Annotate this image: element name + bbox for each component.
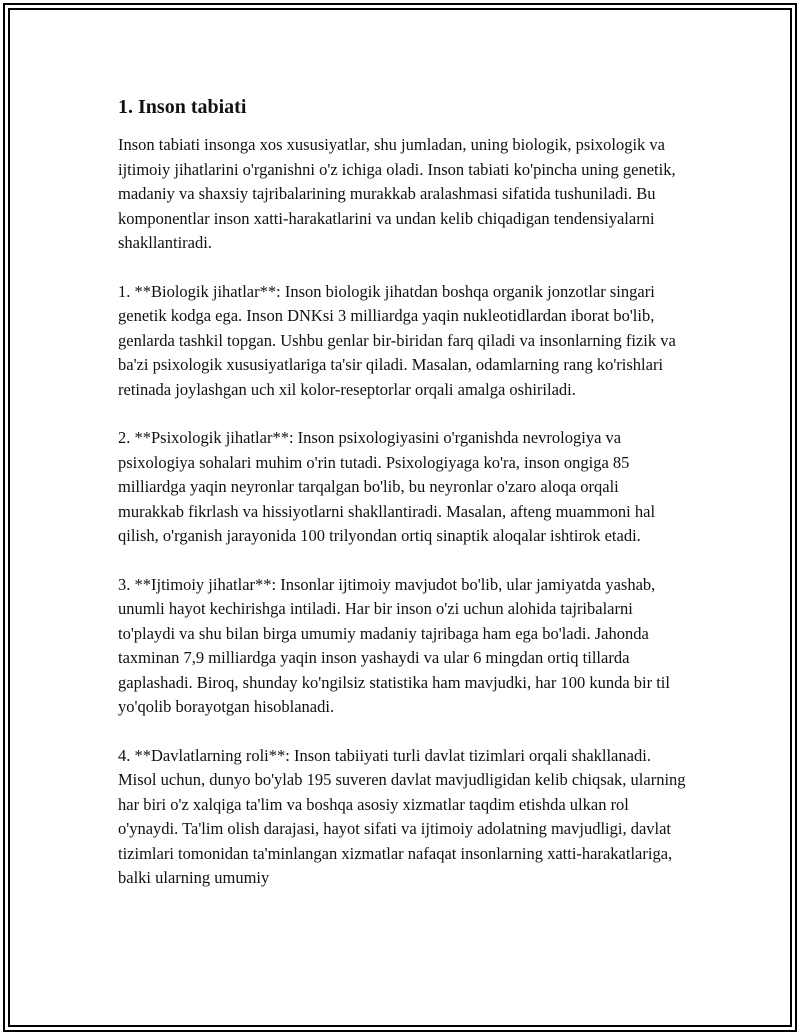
intro-paragraph: Inson tabiati insonga xos xususiyatlar, shu jumladan, uning biologik, psixologik va ijtimoiy jihatlarini o'rganishni o'z ichiga oladi. Inson tabiati ko'pincha uning genetik, madaniy va shaxsiy tajribalarining murakkab aralashmasi sifatida tushuniladi. Bu komponentlar inson xatti-harakatlarini va undan kelib chiqadigan tendensiyalarni shakllantiradi. bbox=[118, 135, 676, 252]
section-heading: 1. Inson tabiati bbox=[118, 96, 247, 118]
paragraph-states-role: 4. **Davlatlarning roli**: Inson tabiiyati turli davlat tizimlari orqali shakllanadi. Misol uchun, dunyo bo'ylab 195 suveren davlat mavjudligidan kelib chiqsak, ularning har biri o'z xalqiga ta'lim va boshqa asosiy xizmatlar taqdim etishda ulkan rol o'ynaydi. Ta'lim olish darajasi, hayot sifati va ijtimoiy adolatning mavjudligi, davlat tizimlari tomonidan ta'minlangan xizmatlar nafaqat insonlarning xatti-harakatlariga, balki ularning umumiy bbox=[118, 745, 686, 887]
document-body bbox=[118, 93, 688, 915]
paragraph-psychological: 2. **Psixologik jihatlar**: Inson psixologiyasini o'rganishda nevrologiya va psixologiya sohalari muhim o'rin tutadi. Psixologiyaga ko'ra, inson ongiga 85 milliardga yaqin neyronlar tarqalgan bo'lib, bu neyronlar o'zaro aloqa orqali murakkab fikrlash va hissiyotlarni shakllantiradi. Masalan, afteng muammoni hal qilish, o'rganish jarayonida 100 trilyondan ortiq sinaptik aloqalar ishtirok etadi. bbox=[118, 428, 656, 545]
paragraph-biological: 1. **Biologik jihatlar**: Inson biologik jihatdan boshqa organik jonzotlar singari genetik kodga ega. Inson DNKsi 3 milliardga yaqin nukleotidlardan iborat bo'lib, genlarda tashkil topgan. Ushbu genlar bir-biridan farq qiladi va insonlarning fizik va ba'zi psixologik xususiyatlariga ta'sir qiladi. Masalan, odamlarning rang ko'rishlari retinada joylashgan uch xil kolor-reseptorlar orqali amalga oshiriladi. bbox=[118, 281, 676, 399]
paragraph-social: 3. **Ijtimoiy jihatlar**: Insonlar ijtimoiy mavjudot bo'lib, ular jamiyatda yashab, unumli hayot kechirishga intiladi. Har bir inson o'zi uchun alohida tajribalarni to'playdi va shu bilan birga umumiy madaniy tajribaga ham ega bo'ladi. Jahonda taxminan 7,9 milliardga yaqin inson yashaydi va ular 6 mingdan ortiq tillarda gaplashadi. Biroq, shunday ko'ngilsiz statistika ham mavjudki, har 100 kunda bir til yo'qolib borayotgan hisoblanadi. bbox=[118, 574, 670, 716]
